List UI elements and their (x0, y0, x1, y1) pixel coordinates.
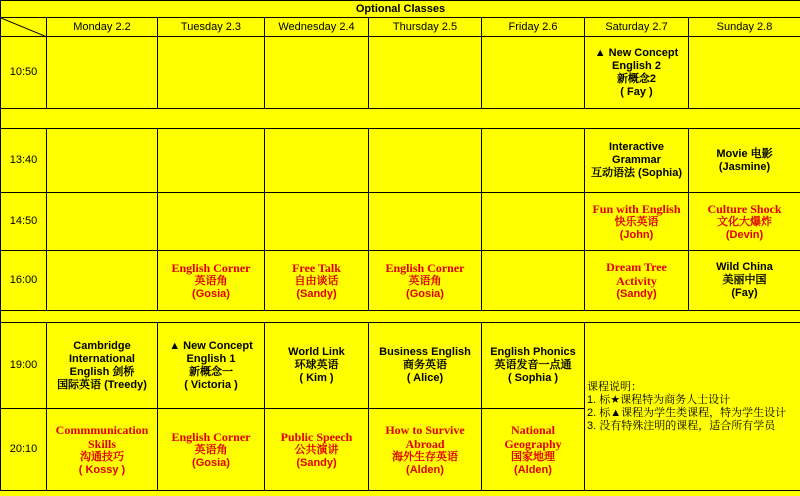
class-subtitle: 公共演讲 (294, 443, 339, 456)
table-title: Optional Classes (1, 1, 800, 18)
class-title: How to Survive (385, 422, 465, 437)
notes-heading: 课程说明： (587, 380, 642, 393)
class-teacher: (Gosia) (192, 287, 230, 300)
class-subtitle: 快乐英语 (614, 215, 659, 228)
corner-cell (1, 18, 47, 37)
class-cell[interactable] (47, 409, 158, 491)
empty-cell (47, 129, 158, 193)
spacer-cell (1, 109, 800, 129)
day-header: Saturday 2.7 (585, 18, 689, 37)
class-subtitle: 英语角 (408, 274, 442, 287)
class-cell[interactable] (689, 251, 800, 311)
class-cell[interactable] (585, 37, 689, 109)
class-title: National (510, 422, 555, 437)
diagonal-line (1, 18, 47, 37)
empty-cell (47, 251, 158, 311)
class-subtitle: 新概念一 (189, 365, 233, 378)
empty-cell (482, 251, 585, 311)
time-row (1, 251, 800, 311)
class-subtitle: 新概念2 (616, 72, 657, 85)
empty-cell (689, 37, 800, 109)
class-teacher: ( Victoria ) (184, 378, 238, 391)
class-title: English 2 (612, 59, 661, 72)
notes-line: 3. 没有特殊注明的课程，适合所有学员 (587, 419, 776, 432)
day-header: Monday 2.2 (47, 18, 158, 37)
class-title: Dream Tree (606, 260, 667, 274)
time-label: 13:40 (1, 129, 47, 193)
time-label: 10:50 (1, 37, 47, 109)
class-teacher: ( Sophia ) (507, 372, 559, 384)
class-title: Activity (616, 274, 657, 288)
class-cell[interactable] (482, 409, 585, 491)
class-cell[interactable] (689, 193, 800, 251)
class-title: English Phonics (490, 346, 576, 358)
class-cell[interactable] (585, 193, 689, 251)
time-label: 14:50 (1, 193, 47, 251)
empty-cell (158, 37, 265, 109)
class-subtitle: 海外生存英语 (392, 450, 458, 463)
class-title: English Corner (171, 260, 251, 275)
day-header: Thursday 2.5 (369, 18, 482, 37)
class-subtitle: 英语发音一点通 (494, 359, 572, 371)
class-cell[interactable] (585, 251, 689, 311)
class-cell[interactable] (369, 323, 482, 409)
class-cell[interactable] (689, 129, 800, 193)
class-teacher: ( Kossy ) (78, 463, 126, 476)
class-title: Business English (379, 346, 471, 358)
class-teacher: (Fay) (731, 287, 758, 299)
class-title: Culture Shock (707, 201, 782, 216)
day-header-row (1, 18, 800, 37)
class-title: Grammar (612, 154, 661, 166)
empty-cell (158, 129, 265, 193)
spacer-cell (1, 311, 800, 323)
class-title: Commmunication (55, 422, 149, 437)
class-cell[interactable] (265, 323, 369, 409)
class-title: Cambridge (73, 339, 131, 352)
class-teacher: (Devin) (725, 228, 764, 241)
class-subtitle: 沟通技巧 (80, 450, 124, 463)
class-title: Fun with English (592, 201, 681, 216)
class-subtitle: 文化大爆炸 (717, 215, 772, 228)
empty-cell (369, 193, 482, 251)
class-subtitle: 美丽中国 (722, 274, 767, 286)
class-title: Movie 电影 (716, 147, 773, 160)
spacer-row (1, 109, 800, 129)
day-header: Sunday 2.8 (689, 18, 800, 37)
class-teacher: 国际英语 (Treedy) (57, 378, 147, 391)
time-label: 16:00 (1, 251, 47, 311)
class-title: English Corner (171, 429, 251, 444)
class-teacher: (Alden) (406, 463, 444, 476)
class-subtitle: 自由谈话 (294, 274, 339, 287)
class-title: Interactive (608, 141, 665, 153)
class-title: English 剑桥 (69, 365, 135, 378)
class-subtitle: 国家地理 (511, 450, 555, 463)
empty-cell (158, 193, 265, 251)
class-teacher: ( Alice) (406, 372, 444, 384)
class-title: English 1 (186, 352, 236, 365)
empty-cell (482, 129, 585, 193)
empty-cell (369, 37, 482, 109)
class-subtitle: 互动语法 (Sophia) (590, 167, 683, 179)
notes-line: 2. 标▲课程为学生类课程，特为学生设计 (587, 406, 787, 419)
time-label: 20:10 (1, 409, 47, 491)
class-subtitle: 英语角 (194, 443, 228, 456)
class-teacher: ( Fay ) (620, 85, 653, 98)
class-title: Skills (87, 436, 117, 451)
spacer-row (1, 311, 800, 323)
time-label: 19:00 (1, 323, 47, 409)
class-cell[interactable] (369, 409, 482, 491)
class-teacher: ( Kim ) (299, 372, 334, 384)
class-teacher: (Jasmine) (718, 160, 771, 173)
class-cell[interactable] (265, 409, 369, 491)
class-subtitle: 英语角 (194, 274, 228, 287)
empty-cell (265, 37, 369, 109)
class-teacher: (Gosia) (406, 287, 444, 300)
class-title: International (68, 352, 135, 365)
class-cell[interactable] (482, 323, 585, 409)
empty-cell (482, 37, 585, 109)
time-row (1, 323, 800, 409)
course-notes (585, 323, 800, 491)
empty-cell (369, 129, 482, 193)
class-title: Public Speech (280, 429, 353, 444)
empty-cell (265, 193, 369, 251)
empty-cell (265, 129, 369, 193)
class-teacher: (John) (619, 228, 654, 241)
class-subtitle: 商务英语 (403, 359, 447, 371)
class-title: ▲ New Concept (169, 339, 253, 352)
day-header: Tuesday 2.3 (158, 18, 265, 37)
class-title: Geography (504, 436, 562, 451)
class-cell[interactable] (265, 251, 369, 311)
time-row (1, 37, 800, 109)
class-title: Abroad (405, 436, 445, 451)
time-row (1, 129, 800, 193)
class-teacher: (Gosia) (192, 456, 230, 469)
class-teacher: (Sandy) (296, 456, 337, 469)
day-header: Friday 2.6 (482, 18, 585, 37)
empty-cell (47, 193, 158, 251)
class-cell[interactable] (158, 323, 265, 409)
class-title: ▲ New Concept (594, 46, 679, 59)
class-title: World Link (288, 346, 345, 358)
class-cell[interactable] (47, 323, 158, 409)
class-cell[interactable] (158, 409, 265, 491)
class-title: English Corner (385, 260, 465, 275)
class-teacher: (Sandy) (616, 288, 657, 300)
class-cell[interactable] (158, 251, 265, 311)
empty-cell (482, 193, 585, 251)
notes-line: 1. 标★课程特为商务人士设计 (587, 393, 731, 406)
day-header: Wednesday 2.4 (265, 18, 369, 37)
class-title: Wild China (716, 261, 773, 273)
class-subtitle: 环球英语 (294, 359, 339, 371)
empty-cell (47, 37, 158, 109)
class-title: Free Talk (292, 260, 341, 275)
class-cell[interactable] (369, 251, 482, 311)
time-row (1, 193, 800, 251)
class-teacher: (Alden) (514, 463, 552, 476)
class-cell[interactable] (585, 129, 689, 193)
class-teacher: (Sandy) (296, 287, 337, 300)
